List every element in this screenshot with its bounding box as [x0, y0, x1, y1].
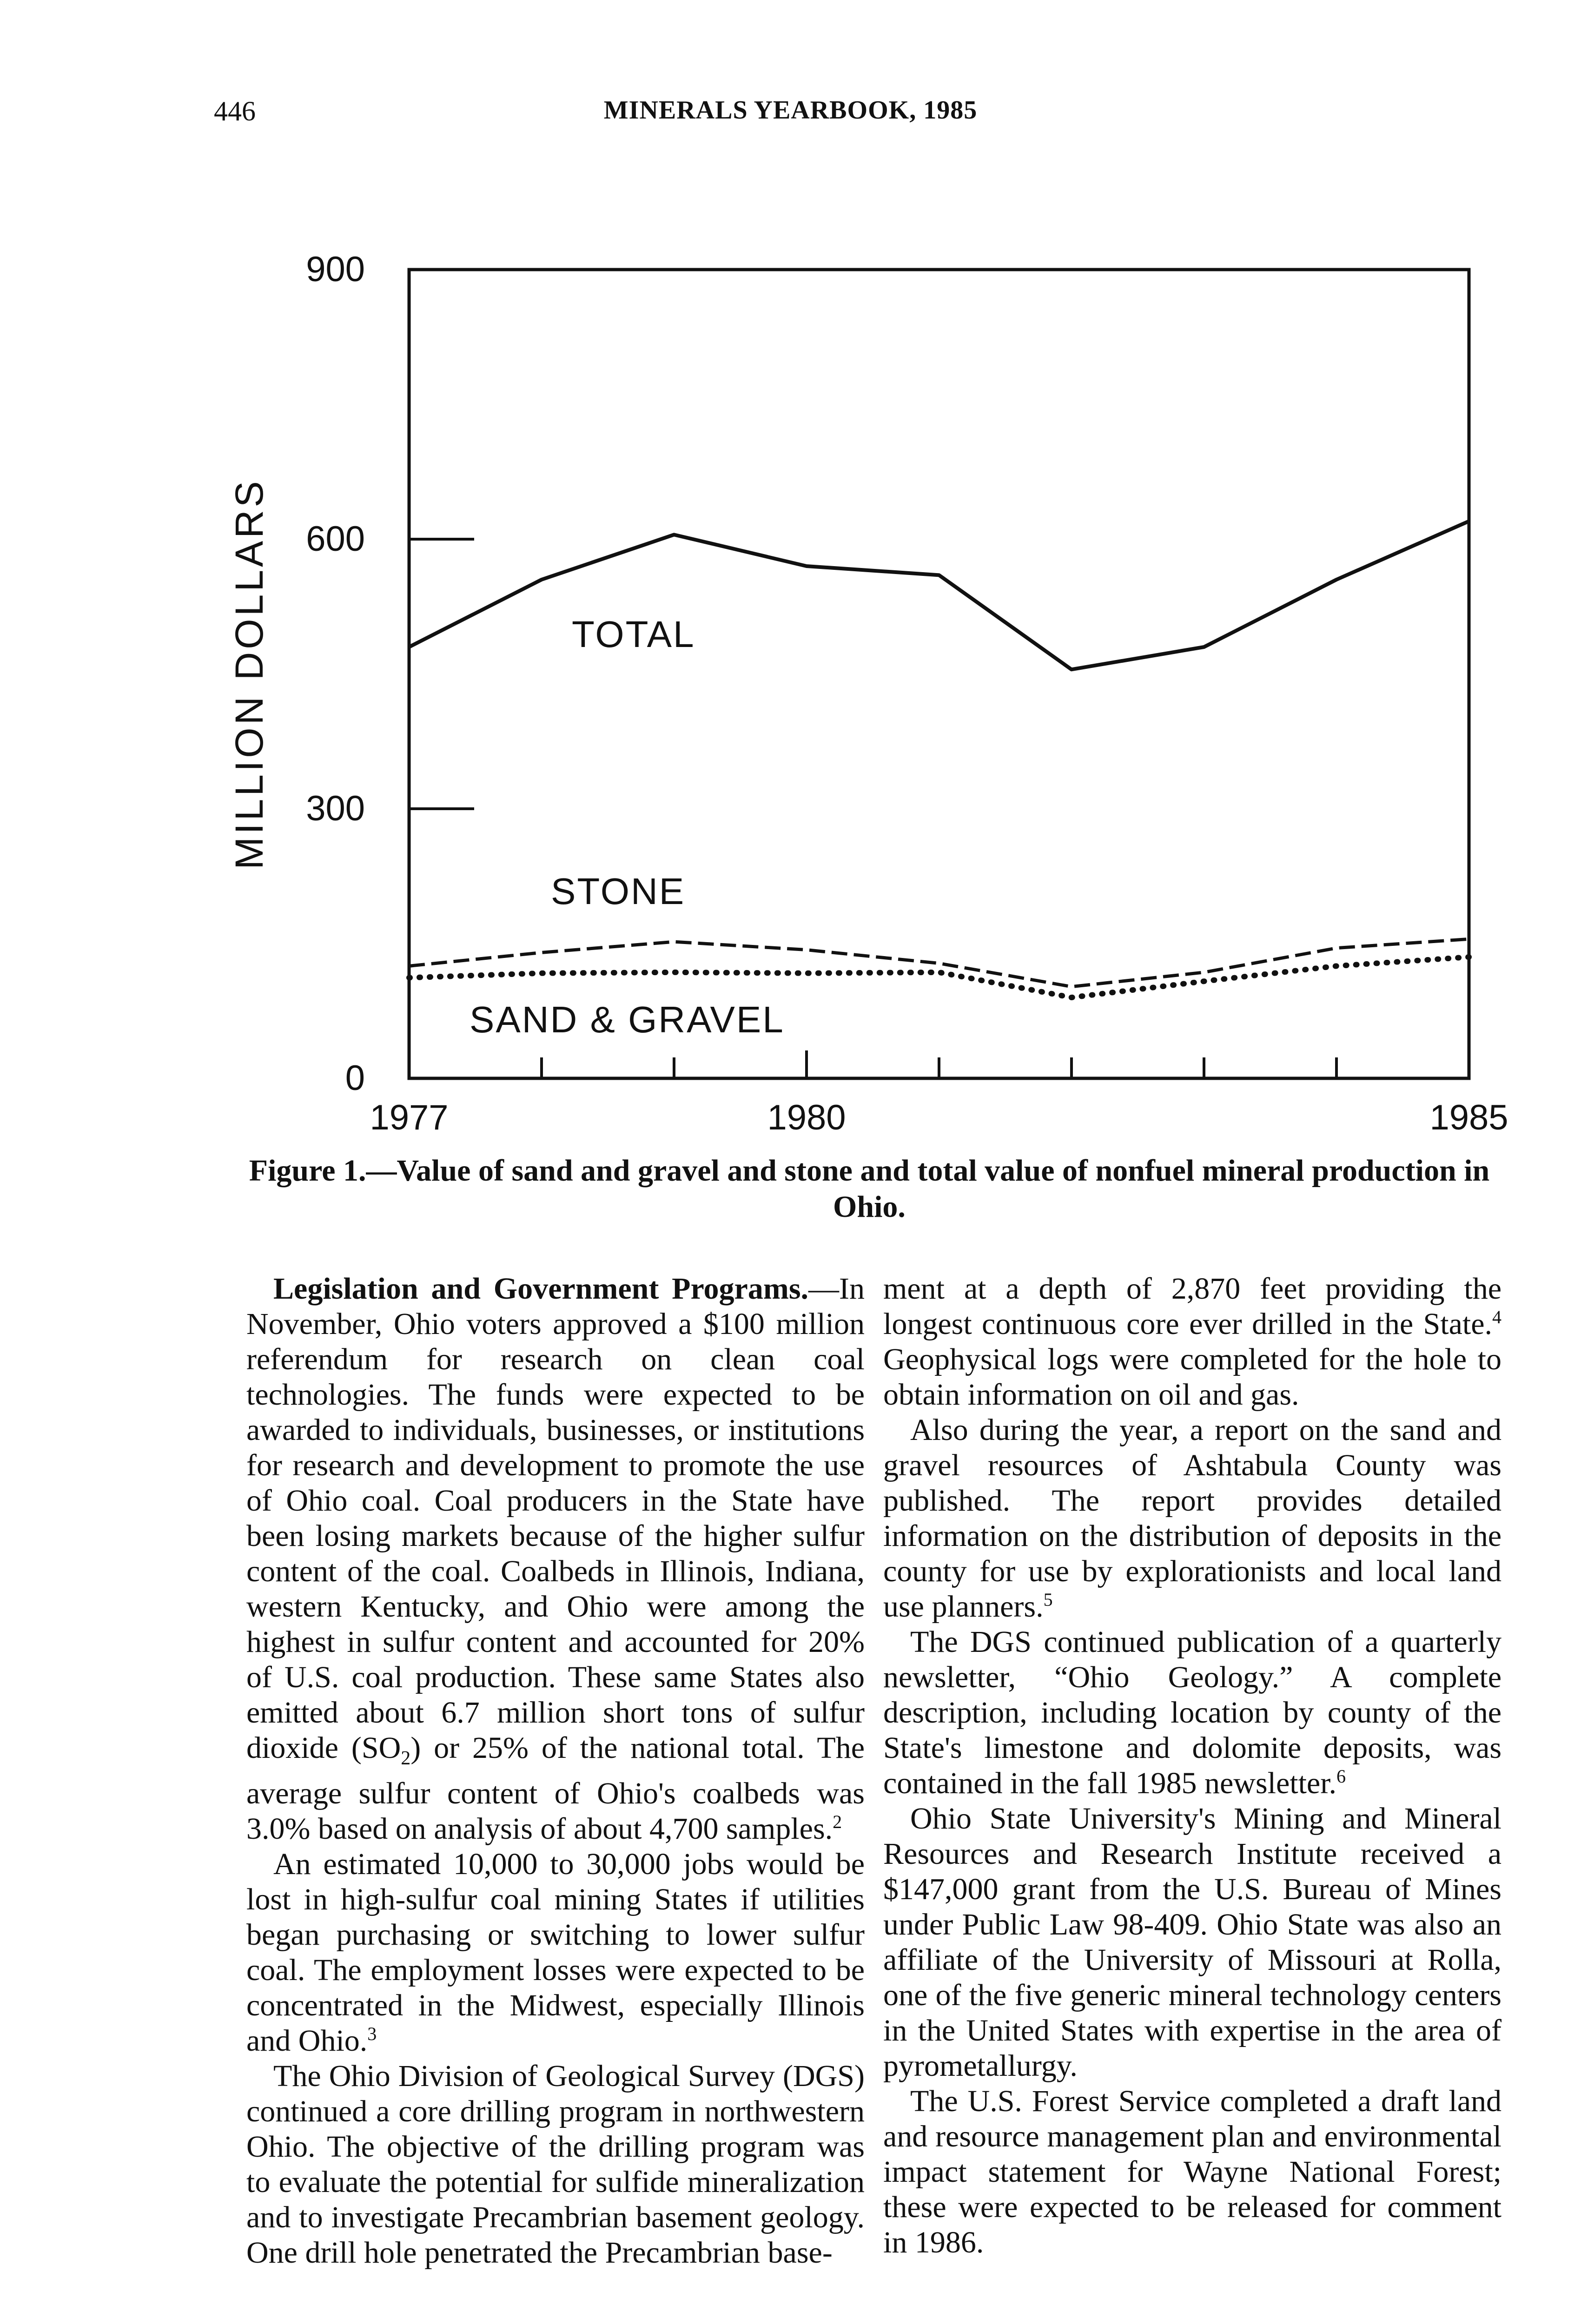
footnote-ref: 4: [1492, 1307, 1502, 1327]
page-number: 446: [214, 96, 256, 126]
footnote-ref: 5: [1043, 1589, 1053, 1610]
series-label: TOTAL: [572, 614, 695, 655]
paragraph: Legislation and Government Programs.—In November, Ohio voters approved a $100 million referendum for research on clean coal technologies. The funds were expected to be awarded to individuals, businesses, or institutions for research and development to promote the use of Ohio coal. Coal producers in the State have been losing markets because of the higher sulfur content of the coal. Coalbeds in Illinois, Indiana, western Kentucky, and Ohio were among the highest in sulfur content and accounted for 20% of U.S. coal production. These same States also emitted about 6.7 million short tons of sulfur dioxide $(SO_2)$ or 25% of the national total. The average sulfur content of Ohio's coalbeds was 3.0% based on analysis of about 4,700 samples.$^2$: [246, 1272, 865, 1846]
series-label: SAND & GRAVEL: [470, 999, 785, 1040]
footnote-ref: 3: [367, 2023, 377, 2045]
paragraph: The U.S. Forest Service completed a draft land and resource management plan and environmental impact statement for Wayne National Forest; these were expected to be released for comment in 1986.: [883, 2084, 1502, 2259]
section-heading: Legislation and Government Programs.: [273, 1272, 809, 1306]
series-label: STONE: [551, 871, 686, 912]
y-tick-label: 300: [306, 789, 365, 828]
paragraph: The Ohio Division of Geological Survey (DGS) continued a core drilling program in northwestern Ohio. The objective of the drilling program was to evaluate the potential for sulfide mineralization and to investigate Precambrian basement geology. One drill hole penetrated the Precambrian base-: [246, 2059, 865, 2270]
x-tick-label: 1980: [767, 1098, 846, 1137]
footnote-ref: 6: [1336, 1766, 1346, 1787]
text-column-left: [246, 1271, 865, 2271]
series-line-total: [409, 521, 1469, 669]
paragraph: ment at a depth of 2,870 feet providing the longest continuous core ever drilled in the State.$^4$ Geophysical logs were completed for the hole to obtain information on oil and gas.: [883, 1272, 1502, 1412]
series-line-stone: [409, 939, 1469, 986]
y-tick-label: 900: [306, 250, 365, 289]
x-tick-label: 1985: [1429, 1098, 1508, 1137]
running-title: MINERALS YEARBOOK, 1985: [603, 96, 978, 125]
y-tick-label: 600: [306, 519, 365, 559]
plot-frame: [409, 270, 1469, 1078]
paragraph: An estimated 10,000 to 30,000 jobs would be lost in high-sulfur coal mining States if utilities began purchasing or switching to lower sulfur coal. The employment losses were expected to be concentrated in the Midwest, especially Illinois and Ohio.$^3$: [246, 1847, 865, 2058]
line-chart: [0, 0, 1581, 1143]
paragraph: Ohio State University's Mining and Mineral Resources and Research Institute received a $147,000 grant from the U.S. Bureau of Mines under Public Law 98-409. Ohio State was also an affiliate of the University of Missouri at Rolla, one of the five generic mineral technology centers in the United States with expertise in the area of pyrometallurgy.: [883, 1802, 1502, 2083]
y-axis-label: MILLION DOLLARS: [227, 478, 271, 870]
x-tick-label: 1977: [370, 1098, 449, 1137]
figure-caption: Figure 1.—Value of sand and gravel and stone and total value of nonfuel mineral production in Ohio.: [249, 1154, 1490, 1224]
paragraph: The DGS continued publication of a quarterly newsletter, “Ohio Geology.” A complete description, including location by county of the State's limestone and dolomite deposits, was contained in the fall 1985 newsletter.$^6$: [883, 1625, 1502, 1800]
series-line-sand-gravel: [409, 957, 1469, 997]
paragraph: Also during the year, a report on the sand and gravel resources of Ashtabula County was published. The report provides detailed information on the distribution of deposits in the county for use by explorationists and local land use planners.$^5$: [883, 1413, 1502, 1624]
y-tick-label: 0: [345, 1058, 365, 1098]
footnote-ref: 2: [833, 1811, 842, 1833]
text-column-right: [883, 1271, 1502, 2260]
